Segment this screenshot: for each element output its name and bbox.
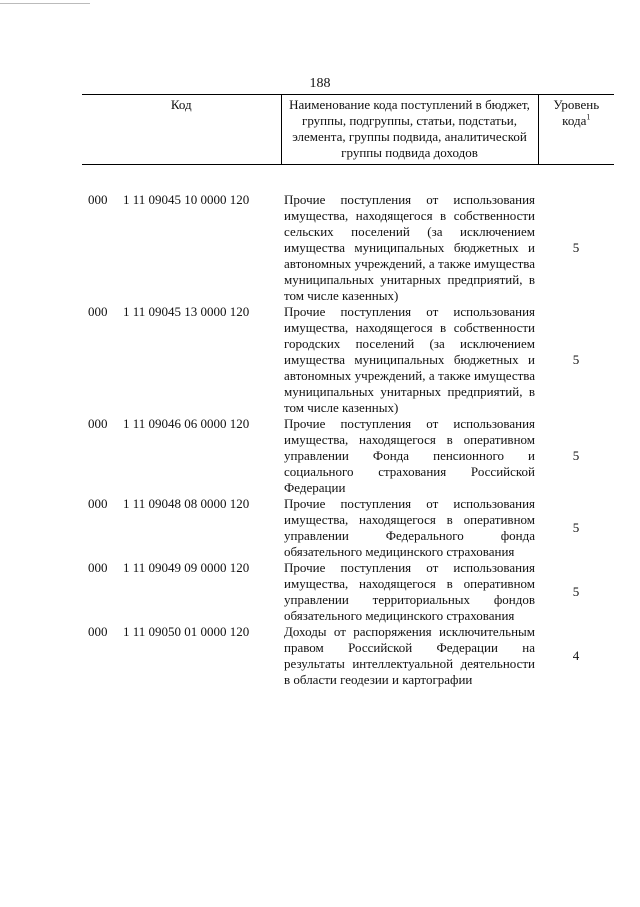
code-level-cell: 5 [572,520,580,535]
revenue-code-cell: 1 11 09049 09 0000 120 [123,560,250,575]
code-level-cell: 4 [572,648,580,663]
header-level-label: Уровень кода [553,97,600,128]
table-header-row [82,95,614,165]
admin-code-cell: 000 [88,416,108,431]
revenue-code-cell: 1 11 09046 06 0000 120 [123,416,250,431]
revenue-name-cell: Прочие поступления от использования имущества, находящегося в оперативном управлении Фонда пенсионного и социального страхования Российской Федерации [284,416,536,495]
header-spacer [82,165,614,193]
table-row [82,496,614,560]
scan-edge-mark [0,3,90,4]
footnote-marker: 1 [586,112,591,122]
admin-code-cell: 000 [88,496,108,511]
table-row [82,560,614,624]
revenue-name-cell: Прочие поступления от использования имущества, находящегося в оперативном управлении Федерального фонда обязательного медицинского страхования [284,496,536,559]
revenue-code-cell: 1 11 09048 08 0000 120 [123,496,250,511]
admin-code-cell: 000 [88,304,108,319]
page-number: 188 [309,76,331,91]
admin-code-cell: 000 [88,624,108,639]
table-row [82,192,614,304]
admin-code-cell: 000 [88,192,108,207]
revenue-name-cell: Доходы от распоряжения исключительным правом Российской Федерации на результаты интеллектуальной деятельности в области геодезии и картографии [284,624,536,687]
code-level-cell: 5 [572,584,580,599]
revenue-code-cell: 1 11 09045 10 0000 120 [123,192,250,207]
code-level-cell: 5 [572,240,580,255]
document-page [82,94,614,688]
table-row [82,416,614,496]
revenue-codes-table [82,94,614,688]
code-level-cell: 5 [572,352,580,367]
admin-code-cell: 000 [88,560,108,575]
revenue-code-cell: 1 11 09045 13 0000 120 [123,304,250,319]
revenue-name-cell: Прочие поступления от использования имущества, находящегося в собственности городских поселений (за исключением имущества муниципальных бюджетных и автономных учреждений, а также имущества муниципальных унитарных предприятий, в том числе казенных) [284,304,536,415]
header-level [538,95,614,165]
revenue-code-cell: 1 11 09050 01 0000 120 [123,624,250,639]
table-row [82,624,614,688]
code-level-cell: 5 [572,448,580,463]
table-row [82,304,614,416]
header-code: Код [82,95,281,165]
header-name: Наименование кода поступлений в бюджет, группы, подгруппы, статьи, подстатьи, элемента, группы подвида, аналитической группы подвида доходов [281,95,538,165]
revenue-name-cell: Прочие поступления от использования имущества, находящегося в собственности сельских поселений (за исключением имущества муниципальных бюджетных и автономных учреждений, а также имущества муниципальных унитарных предприятий, в том числе казенных) [284,192,536,303]
revenue-name-cell: Прочие поступления от использования имущества, находящегося в оперативном управлении территориальных фондов обязательного медицинского страхования [284,560,536,623]
